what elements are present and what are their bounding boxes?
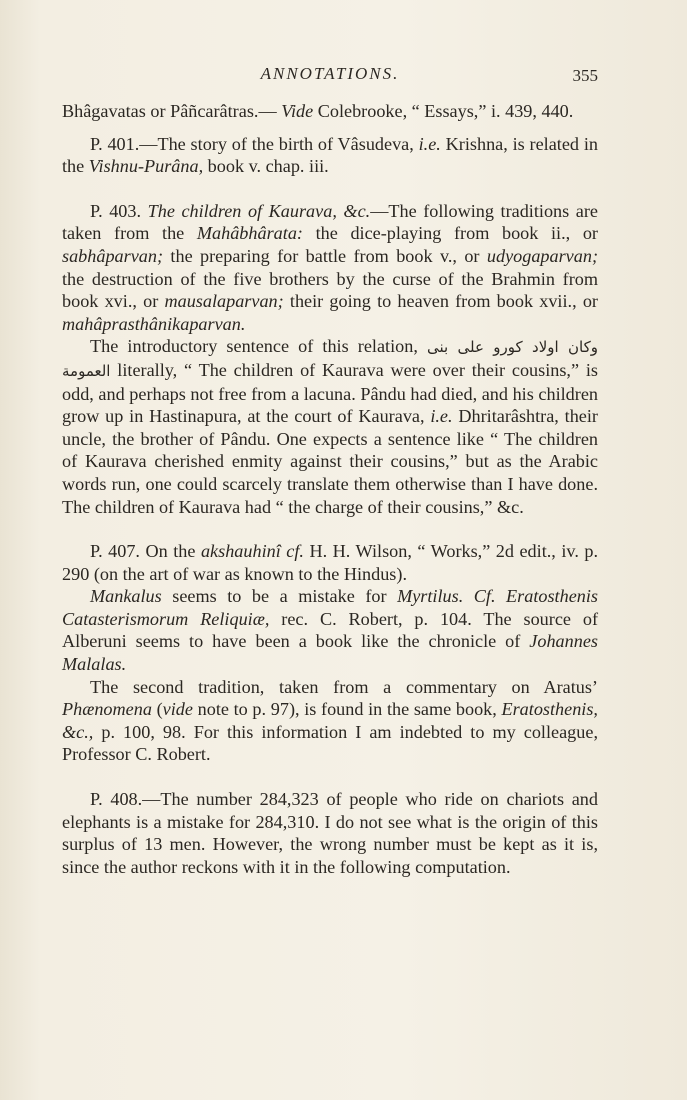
italic-run: Mahâbhârata: bbox=[196, 223, 303, 244]
paragraph-p403 bbox=[62, 200, 598, 336]
italic-run: cf. bbox=[286, 541, 304, 562]
text-run: p. 100, 98. For this information I am indebted to my colleague, Professor C. Robert. bbox=[62, 721, 598, 765]
text-run: The introductory sentence of this relation, bbox=[90, 336, 428, 357]
text-run: P. 401.—The story of the birth of Vâsudeva, bbox=[90, 133, 419, 154]
italic-run: Eratosthenis, &c., bbox=[62, 699, 598, 742]
italic-run: i.e. bbox=[430, 406, 453, 427]
text-run: P. 407. On the bbox=[90, 541, 201, 562]
text-run: seems to be a mistake for bbox=[161, 586, 398, 607]
text-run: Dhritarâshtra, their uncle, the brother of Pându. One expects a sentence like “ The children of Kaurava cherished enmity against their cousins,” but as the Arabic words run, one could scarcely translate them otherwise than I have done. The children of Kaurava had “ the charge of their cousins,” &c. bbox=[62, 406, 598, 517]
text-run: Krishna, is related in the bbox=[62, 133, 598, 177]
paragraph-p408 bbox=[62, 788, 598, 878]
page-header bbox=[62, 64, 598, 88]
text-run: the dice-playing from book ii., or bbox=[302, 223, 598, 244]
text-run bbox=[463, 586, 474, 606]
text-run: ( bbox=[151, 699, 163, 720]
text-run: rec. C. Robert, p. 104. The source of Alberuni seems to have been a book like the chronicle of bbox=[62, 608, 598, 652]
paragraph-p401 bbox=[62, 133, 598, 178]
italic-run: Mankalus bbox=[90, 586, 162, 607]
page-number: 355 bbox=[572, 66, 598, 85]
italic-run: akshauhinî bbox=[200, 541, 281, 562]
paragraph-bhagavatas bbox=[62, 100, 598, 123]
italic-run: udyogaparvan; bbox=[486, 245, 598, 266]
italic-run: Phænomena bbox=[62, 699, 152, 720]
text-run: literally, “ The children of Kaurava were over their cousins,” is odd, and perhaps not free from a lacuna. Pându had died, and his children grow up in Hastinapura, at the court of Kaurava, bbox=[62, 359, 598, 427]
italic-run: Vide bbox=[281, 101, 314, 121]
paragraph-mankalus bbox=[62, 585, 598, 675]
italic-run: sabhâparvan; bbox=[62, 245, 164, 266]
text-run: —The following traditions are taken from the bbox=[62, 200, 598, 244]
italic-run: vide bbox=[162, 699, 193, 720]
italic-run: Johannes Malalas. bbox=[62, 631, 598, 675]
arabic-phrase: وكان اولاد كورو على بنى العمومة bbox=[62, 338, 598, 380]
text-run: book v. chap. iii. bbox=[203, 156, 329, 177]
text-run: H. H. Wilson, “ Works,” 2d edit., iv. p. 290 (on the art of war as known to the Hindus). bbox=[62, 541, 599, 584]
italic-run: Cf. Eratosthenis Catasterismorum Reliquiæ, bbox=[62, 586, 598, 629]
italic-run: mausalaparvan; bbox=[164, 291, 284, 312]
running-head: ANNOTATIONS. bbox=[260, 64, 400, 83]
italic-run: Vishnu-Purâna, bbox=[88, 156, 204, 177]
text-run: the destruction of the five brothers by the curse of the Brahmin from book xvi., or bbox=[62, 268, 598, 312]
text-run: P. 408.—The number 284,323 of people who ride on chariots and elephants is a mistake for 284,310. I do not see what is the origin of this surplus of 13 men. However, the wrong number must be kept as it is, since the author reckons with it in the following computation. bbox=[62, 789, 598, 877]
text-run: Bhâgavatas or Pâñcarâtras.— bbox=[62, 101, 282, 121]
text-run: the preparing for battle from book v., or bbox=[163, 245, 487, 266]
italic-run: Myrtilus. bbox=[397, 586, 464, 607]
text-run: P. 403. bbox=[90, 200, 148, 221]
paragraph-introductory-sentence bbox=[62, 335, 598, 518]
text-run: Colebrooke, “ Essays,” i. 439, 440. bbox=[313, 101, 574, 121]
paragraph-p407 bbox=[62, 540, 598, 585]
italic-run: mahâprasthânikaparvan. bbox=[62, 313, 246, 334]
text-run: note to p. 97), is found in the same book, bbox=[192, 699, 502, 720]
text-run: their going to heaven from book xvii., or bbox=[283, 291, 598, 312]
italic-run: i.e. bbox=[418, 133, 441, 154]
paragraph-second-tradition bbox=[62, 676, 598, 766]
page-body bbox=[62, 100, 598, 878]
text-run: The second tradition, taken from a commentary on Aratus’ bbox=[90, 676, 598, 697]
italic-run: The children of Kaurava, &c. bbox=[147, 200, 371, 221]
